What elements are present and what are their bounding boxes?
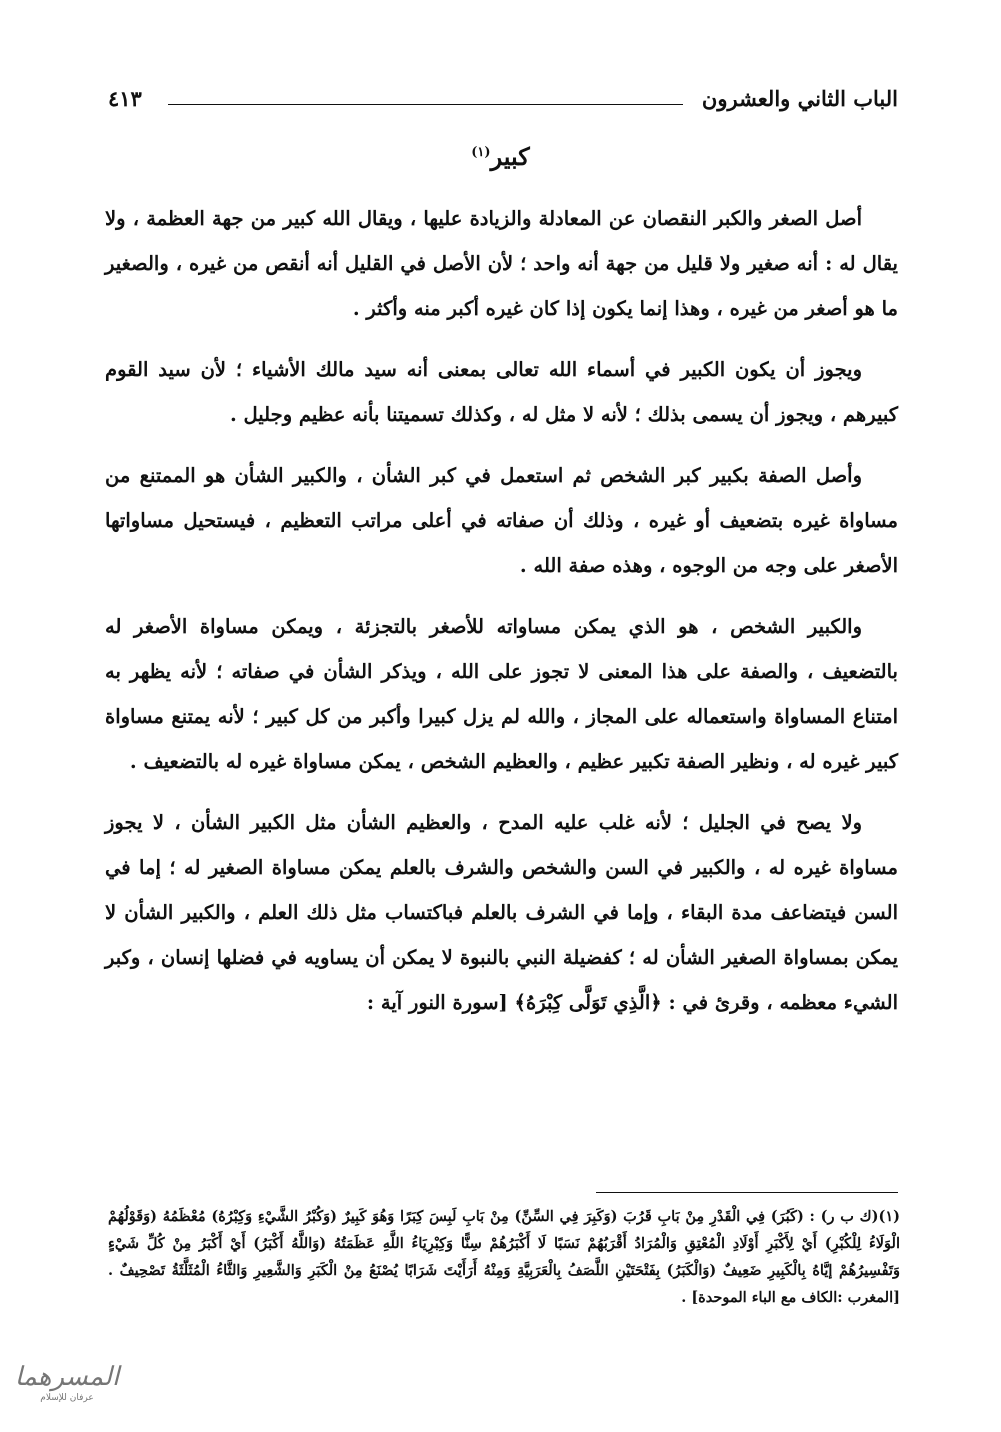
paragraph: ولا يصح في الجليل ؛ لأنه غلب عليه المدح ، والعظيم الشأن مثل الكبير الشأن ، لا يجوز مساواة غيره له ، والكبير في السن والشخص والشرف بالعلم يمكن مساواة الصغير له ؛ إما في السن فيتضاعف مدة البقاء ، وإما في الشرف بالعلم فباكتساب مثل ذلك العلم ، والكبير الشأن لا يمكن بمساواة الصغير الشأن له ؛ كفضيلة النبي بالنبوة لا يمكن أن يساويه في فضلها إنسان ، وكبر الشيء معظمه ، وقرئ في : ﴿الَّذِي تَوَلَّى كِبْرَهُ﴾ [سورة النور آية : <box>105 811 898 1014</box>
paragraph: والكبير الشخص ، هو الذي يمكن مساواته للأصغر بالتجزئة ، ويمكن مساواة الأصغر له بالتضعيف ، والصفة على هذا المعنى لا تجوز على الله ، ويذكر الشأن في صفاته ؛ لأنه يظهر به امتناع المساواة واستعماله على المجاز ، والله لم يزل كبيرا وأكبر من كل كبير ؛ لأنه يمتنع مساواة كبير غيره له ، ونظير الصفة تكبير عظيم ، والعظيم الشخص ، يمكن مساواة غيره له بالتضعيف . <box>105 615 898 773</box>
footnote-separator <box>596 1192 898 1193</box>
body-text <box>105 196 898 1041</box>
heading-footnote-ref: (١) <box>471 145 491 160</box>
paragraph: وأصل الصفة بكبير كبر الشخص ثم استعمل في كبر الشأن ، والكبير الشأن هو الممتنع من مساواة غيره بتضعيف أو غيره ، وذلك أن صفاته في أعلى مراتب التعظيم ، فيستحيل مساواتها الأصغر على وجه من الوجوه ، وهذه صفة الله . <box>105 464 898 577</box>
watermark-main: المسرهما <box>14 1362 120 1392</box>
paragraph: أصل الصغر والكبر النقصان عن المعادلة والزيادة عليها ، ويقال الله كبير من جهة العظمة ، ولا يقال له : أنه صغير ولا قليل من جهة أنه واحد ؛ لأن الأصل في القليل أنه أنقص من غيره ، والصغير ما هو أصغر من غيره ، وهذا إنما يكون إذا كان غيره أكبر منه وأكثر . <box>105 207 898 320</box>
paragraph: ويجوز أن يكون الكبير في أسماء الله تعالى بمعنى أنه سيد مالك الأشياء ؛ لأن سيد القوم كبيرهم ، ويجوز أن يسمى بذلك ؛ لأنه لا مثل له ، وكذلك تسميتنا بأنه عظيم وجليل . <box>105 358 898 426</box>
watermark-logo <box>12 1362 122 1416</box>
section-heading <box>0 142 1001 171</box>
chapter-title: الباب الثاني والعشرون <box>701 86 898 111</box>
running-header <box>108 86 898 120</box>
page-number: ٤١٣ <box>108 86 142 111</box>
heading-title: كبير <box>490 142 530 171</box>
footnote: (١)(ك ب ر) : (كَبُرَ) فِي الْقَدْرِ مِنْ بَابِ قَرُبَ (وَكَبِرَ فِي السِّنِّ) مِنْ بَابِ لَبِسَ كِبَرًا وَهُوَ كَبِيرٌ (وَكُبْرُ الشَّيْءِ وَكِبْرُهُ) مُعْظَمُهُ (وَقَوْلُهُمْ الْوَلَاءُ لِلْكُبْرِ) أَيْ لِأَكْبَرِ أَوْلَادِ الْمُعْتِقِ وَالْمُرَادُ أَقْرَبُهُمْ نَسَبًا لَا أَكْبَرُهُمْ سِنًّا وَكِبْرِيَاءُ اللَّهِ عَظَمَتُهُ (وَاللَّهُ أَكْبَرُ) أَيْ أَكْبَرُ مِنْ كُلِّ شَيْءٍ وَتَفْسِيرُهُمْ إيَّاهُ بِالْكَبِيرِ ضَعِيفٌ (وَالْكَبَرُ) بِفَتْحَتَيْنِ اللَّصَفُ بِالْعَرَبِيَّةِ وَمِنْهُ أَرَأَيْتَ شَرَابًا يُصْنَعُ مِنْ الْكَبَرِ وَالشَّعِيرِ وَالثَّاءُ الْمُثَلَّثَةُ تَصْحِيفٌ . [المغرب :الكاف مع الباء الموحدة] . <box>108 1208 900 1306</box>
header-rule <box>168 104 683 105</box>
watermark-sub: عرفان للإسلام <box>40 1393 94 1403</box>
